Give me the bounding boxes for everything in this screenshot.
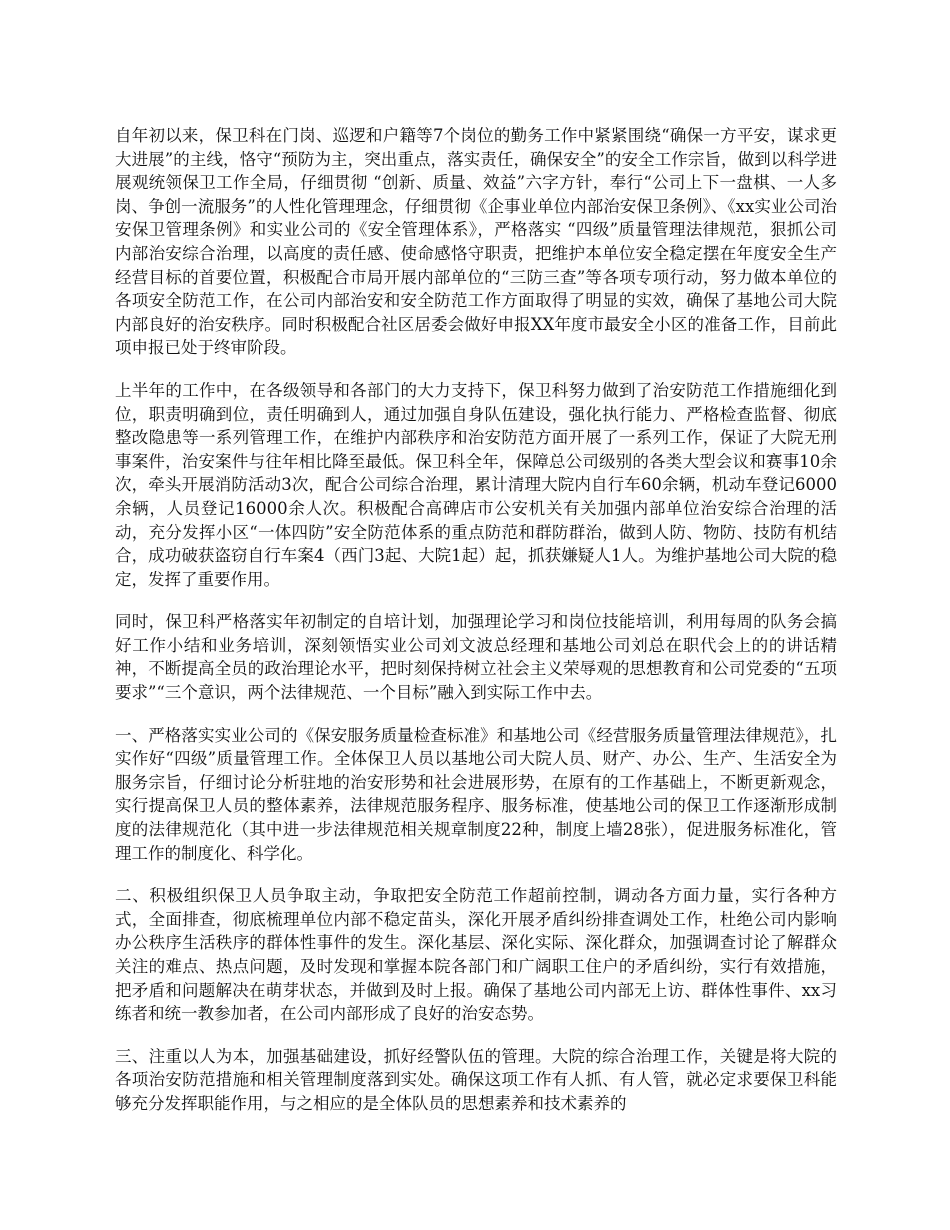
paragraph-1: 自年初以来，保卫科在门岗、巡逻和户籍等7个岗位的勤务工作中紧紧围绕“确保一方平安，谋求更大进展”的主线，恪守“预防为主，突出重点，落实责任，确保安全”的安全工作宗旨，做到以科学进展观统领保卫工作全局，仔细贯彻 “创新、质量、效益”六字方针，奉行“公司上下一盘棋、一人多岗、争创一流服务”的人性化管理理念，仔细贯彻《企事业单位内部治安保卫条例》、《xx实业公司治安保卫管理条例》和实业公司的《安全管理体系》，严格落实 “四级”质量管理法律规范，狠抓公司内部治安综合治理，以高度的责任感、使命感恪守职责，把维护本单位安全稳定摆在年度安全生产经营目标的首要位置，积极配合市局开展内部单位的“三防三查”等各项专项行动，努力做本单位的各项安全防范工作，在公司内部治安和安全防范工作方面取得了明显的实效，确保了基地公司大院内部良好的治安秩序。同时积极配合社区居委会做好申报XX年度市最安全小区的准备工作，目前此项申报已处于终审阶段。 [115,126,837,358]
paragraph-6: 三、注重以人为本，加强基础建设，抓好经警队伍的管理。大院的综合治理工作，关键是将大院的各项治安防范措施和相关管理制度落到实处。确保这项工作有人抓、有人管，就必定求要保卫科能够充分发挥职能作用，与之相应的是全体队员的思想素养和技术素养的 [115,1046,837,1113]
paragraph-2: 上半年的工作中，在各级领导和各部门的大力支持下，保卫科努力做到了治安防范工作措施细化到位，职责明确到位，责任明确到人，通过加强自身队伍建设，强化执行能力、严格检查监督、彻底整改隐患等一系列管理工作，在维护内部秩序和治安防范方面开展了一系列工作，保证了大院无刑事案件，治安案件与往年相比降至最低。保卫科全年，保障总公司级别的各类大型会议和赛事10余次，牵头开展消防活动3次，配合公司综合治理，累计清理大院内自行车60余辆，机动车登记6000余辆，人员登记16000余人次。积极配合高碑店市公安机关有关加强内部单位治安综合治理的活动，充分发挥小区“一体四防”安全防范体系的重点防范和群防群治，做到人防、物防、技防有机结合，成功破获盗窃自行车案4（西门3起、大院1起）起，抓获嫌疑人1人。为维护基地公司大院的稳定，发挥了重要作用。 [115,380,837,589]
paragraph-4: 一、严格落实实业公司的《保安服务质量检查标准》和基地公司《经营服务质量管理法律规范》，扎实作好“四级”质量管理工作。全体保卫人员以基地公司大院人员、财产、办公、生产、生活安全为服务宗旨，仔细讨论分析驻地的治安形势和社会进展形势，在原有的工作基础上，不断更新观念，实行提高保卫人员的整体素养，法律规范服务程序、服务标准，使基地公司的保卫工作逐渐形成制度的法律规范化（其中进一步法律规范相关规章制度22种，制度上墙28张），促进服务标准化，管理工作的制度化、科学化。 [115,725,837,863]
paragraph-5: 二、积极组织保卫人员争取主动，争取把安全防范工作超前控制，调动各方面力量，实行各种方式，全面排查，彻底梳理单位内部不稳定苗头，深化开展矛盾纠纷排查调处工作，杜绝公司内影响办公秩序生活秩序的群体性事件的发生。深化基层、深化实际、深化群众，加强调查讨论了解群众关注的难点、热点问题，及时发现和掌握本院各部门和广阔职工住户的矛盾纠纷，实行有效措施，把矛盾和问题解决在萌芽状态，并做到及时上报。确保了基地公司内部无上访、群体性事件、xx习练者和统一教参加者，在公司内部形成了良好的治安态势。 [115,886,837,1024]
paragraph-3: 同时，保卫科严格落实年初制定的自培计划，加强理论学习和岗位技能培训，利用每周的队务会搞好工作小结和业务培训，深刻领悟实业公司刘文波总经理和基地公司刘总在职代会上的的讲话精神，不断提高全员的政治理论水平，把时刻保持树立社会主义荣辱观的思想教育和公司党委的“五项要求”“三个意识，两个法律规范、一个目标”融入到实际工作中去。 [115,612,837,703]
document-body [115,124,837,1135]
